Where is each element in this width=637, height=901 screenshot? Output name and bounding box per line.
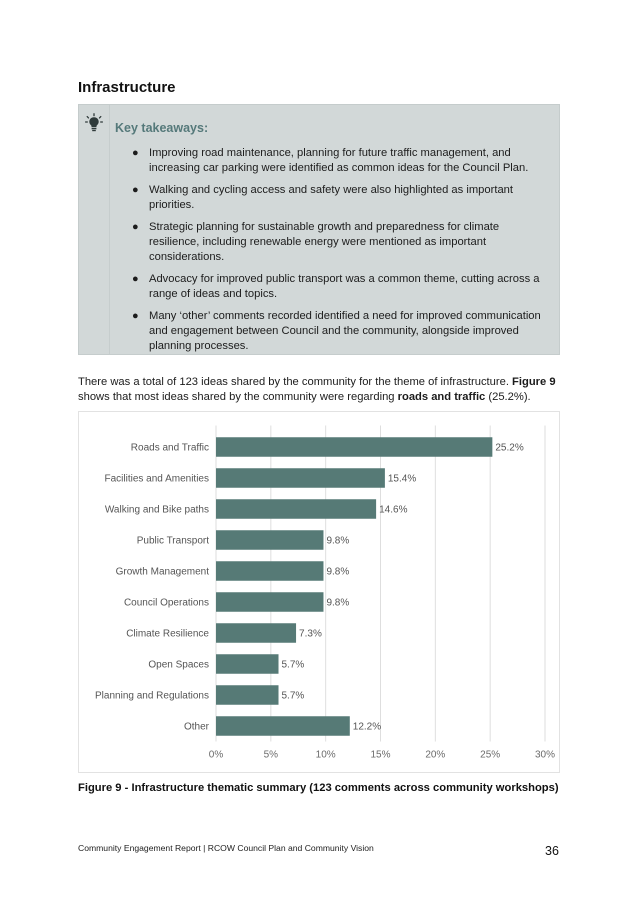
takeaway-item xyxy=(132,309,549,354)
page-footer: Community Engagement Report | RCOW Council Plan and Community Vision xyxy=(78,843,374,853)
category-label: Public Transport xyxy=(136,535,209,547)
bar xyxy=(216,468,385,488)
takeaway-text: Strategic planning for sustainable growth and preparedness for climate resilience, including renewable energy were mentioned as important considerations. xyxy=(149,221,500,263)
takeaway-item xyxy=(132,220,549,265)
bar xyxy=(216,592,323,612)
data-label: 12.2% xyxy=(352,721,382,733)
category-label: Roads and Traffic xyxy=(130,442,209,454)
bullet-icon: ● xyxy=(132,273,139,285)
data-label: 14.6% xyxy=(379,504,408,516)
category-label: Open Spaces xyxy=(148,659,209,671)
category-label: Walking and Bike paths xyxy=(104,504,209,516)
intro-text-2: shows that most ideas shared by the community were regarding xyxy=(78,391,398,403)
bar xyxy=(216,685,279,705)
bar xyxy=(216,654,279,674)
takeaway-text: Walking and cycling access and safety were also highlighted as important priorities. xyxy=(149,184,513,211)
x-tick-label: 25% xyxy=(480,749,501,761)
x-tick-label: 5% xyxy=(263,749,279,761)
x-tick-label: 0% xyxy=(208,749,224,761)
infrastructure-bar-chart xyxy=(79,412,559,772)
x-tick-label: 10% xyxy=(315,749,336,761)
chart-frame xyxy=(78,411,560,773)
category-label: Other xyxy=(183,721,209,733)
figure-caption: Figure 9 - Infrastructure thematic summary (123 comments across community workshops) xyxy=(78,782,559,794)
takeaways-title: Key takeaways: xyxy=(115,121,209,135)
data-label: 25.2% xyxy=(495,442,524,454)
takeaway-item xyxy=(132,272,549,302)
category-label: Planning and Regulations xyxy=(95,690,209,702)
page-number: 36 xyxy=(545,844,559,858)
bar xyxy=(216,716,350,736)
takeaway-item xyxy=(132,146,549,176)
bullet-icon: ● xyxy=(132,147,139,159)
x-tick-label: 30% xyxy=(534,749,556,761)
intro-paragraph xyxy=(78,375,564,405)
data-label: 7.3% xyxy=(299,628,322,640)
bar xyxy=(216,499,376,519)
intro-highlight: roads and traffic xyxy=(397,391,486,403)
figure-reference: Figure 9 xyxy=(512,376,556,388)
data-label: 5.7% xyxy=(281,659,305,671)
takeaway-text: Advocacy for improved public transport was a common theme, cutting across a range of ideas and topics. xyxy=(149,273,540,300)
category-label: Facilities and Amenities xyxy=(104,473,209,485)
x-tick-label: 15% xyxy=(370,749,391,761)
data-label: 9.8% xyxy=(326,597,350,609)
bar xyxy=(216,530,323,550)
takeaways-list xyxy=(132,146,549,361)
takeaways-rail xyxy=(79,105,110,354)
bullet-icon: ● xyxy=(132,221,139,233)
data-label: 9.8% xyxy=(326,566,350,578)
bar xyxy=(216,561,323,581)
lightbulb-icon xyxy=(85,113,103,133)
takeaway-text: Improving road maintenance, planning for future traffic management, and increasing car parking were identified as common ideas for the Council Plan. xyxy=(149,147,529,174)
category-label: Council Operations xyxy=(123,597,209,609)
bar xyxy=(216,623,296,643)
section-heading: Infrastructure xyxy=(78,79,176,96)
data-label: 9.8% xyxy=(326,535,350,547)
intro-text-1: There was a total of 123 ideas shared by the community for the theme of infrastructure. xyxy=(78,376,513,388)
key-takeaways-box xyxy=(78,104,560,355)
category-label: Growth Management xyxy=(115,566,209,578)
data-label: 15.4% xyxy=(387,473,417,485)
takeaway-text: Many ‘other’ comments recorded identified a need for improved communication and engagement between Council and the community, alongside improved planning processes. xyxy=(149,310,541,352)
bullet-icon: ● xyxy=(132,310,139,322)
bullet-icon: ● xyxy=(132,184,139,196)
x-tick-label: 20% xyxy=(425,749,446,761)
bar xyxy=(216,437,492,457)
intro-text-3: (25.2%). xyxy=(485,391,531,403)
takeaway-item xyxy=(132,183,549,213)
data-label: 5.7% xyxy=(281,690,305,702)
category-label: Climate Resilience xyxy=(126,628,209,640)
